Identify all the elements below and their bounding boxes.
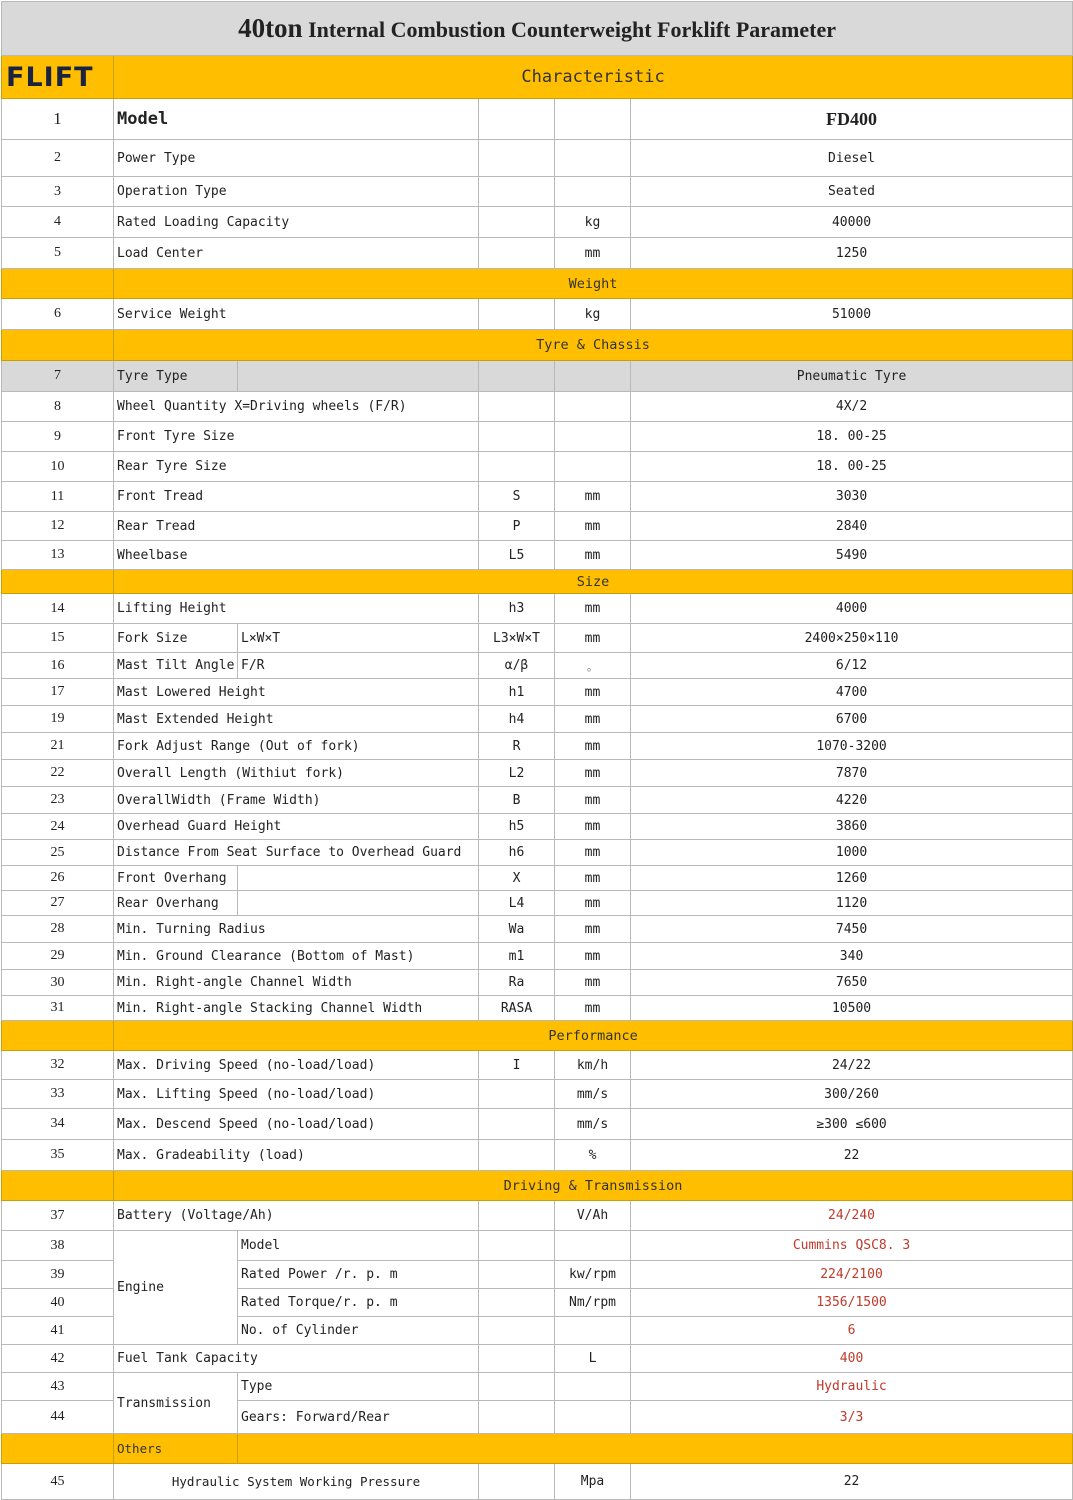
row-number: 38: [2, 1231, 114, 1261]
row-symbol: [479, 1289, 555, 1317]
row-label: Front Tyre Size: [114, 422, 479, 452]
row-value: 6: [631, 1317, 1073, 1345]
row-unit: mm: [555, 733, 631, 760]
row-number: 2: [2, 140, 114, 177]
row-value: 3030: [631, 482, 1073, 512]
row-number: 26: [2, 866, 114, 891]
row-label: No. of Cylinder: [238, 1317, 479, 1345]
row-number: 19: [2, 706, 114, 733]
row-symbol: [479, 1317, 555, 1345]
table-row: [2, 1231, 1073, 1261]
row-unit: mm: [555, 624, 631, 653]
table-row: [2, 299, 1073, 330]
section-characteristic: Characteristic: [114, 56, 1073, 99]
row-number: 14: [2, 594, 114, 624]
row-unit: kg: [555, 299, 631, 330]
row-symbol: [479, 361, 555, 392]
row-unit: mm: [555, 679, 631, 706]
table-row: [2, 207, 1073, 238]
row-unit: km/h: [555, 1051, 631, 1080]
row-unit: %: [555, 1140, 631, 1171]
row-symbol: [479, 99, 555, 140]
row-value: 340: [631, 943, 1073, 970]
table-row: [2, 679, 1073, 706]
row-symbol: α/β: [479, 653, 555, 679]
row-value: 24/240: [631, 1201, 1073, 1231]
row-unit: [555, 140, 631, 177]
row-sub: L×W×T: [238, 624, 479, 653]
row-sub: [238, 361, 479, 392]
row-unit: 。: [555, 653, 631, 679]
row-label: Fork Adjust Range (Out of fork): [114, 733, 479, 760]
row-number: 37: [2, 1201, 114, 1231]
group-transmission: Transmission: [114, 1373, 238, 1434]
section-row: [2, 330, 1073, 361]
row-symbol: [479, 238, 555, 269]
table-row: [2, 624, 1073, 653]
row-number: 34: [2, 1109, 114, 1140]
row-symbol: [479, 1201, 555, 1231]
table-row: [2, 1080, 1073, 1109]
row-symbol: R: [479, 733, 555, 760]
table-row: [2, 996, 1073, 1021]
row-number: 17: [2, 679, 114, 706]
group-engine: Engine: [114, 1231, 238, 1345]
table-row: [2, 594, 1073, 624]
row-label: Max. Lifting Speed (no-load/load): [114, 1080, 479, 1109]
row-value: 4000: [631, 594, 1073, 624]
row-symbol: h4: [479, 706, 555, 733]
row-value: 400: [631, 1345, 1073, 1373]
row-label: Load Center: [114, 238, 479, 269]
table-row: [2, 1345, 1073, 1373]
row-number: 4: [2, 207, 114, 238]
row-unit: mm: [555, 866, 631, 891]
row-symbol: h1: [479, 679, 555, 706]
table-row: [2, 787, 1073, 814]
section-driving: Driving & Transmission: [114, 1171, 1073, 1201]
row-value: 18. 00-25: [631, 422, 1073, 452]
row-unit: [555, 177, 631, 207]
row-unit: mm: [555, 594, 631, 624]
table-row: [2, 760, 1073, 787]
row-sub: F/R: [238, 653, 479, 679]
table-row: [2, 177, 1073, 207]
row-symbol: m1: [479, 943, 555, 970]
row-value: 1070-3200: [631, 733, 1073, 760]
row-symbol: L4: [479, 891, 555, 916]
row-value: 22: [631, 1464, 1073, 1500]
row-value: 1250: [631, 238, 1073, 269]
row-label: Mast Lowered Height: [114, 679, 479, 706]
row-number: 28: [2, 916, 114, 943]
section-blank: [2, 1021, 114, 1051]
table-row: [2, 512, 1073, 541]
row-label: Lifting Height: [114, 594, 479, 624]
row-value: 7650: [631, 970, 1073, 996]
table-row: [2, 814, 1073, 840]
row-unit: [555, 1317, 631, 1345]
parameter-table: [1, 1, 1073, 1500]
row-value: ≥300 ≤600: [631, 1109, 1073, 1140]
row-number: 40: [2, 1289, 114, 1317]
row-value: 2840: [631, 512, 1073, 541]
row-label: Hydraulic System Working Pressure: [114, 1464, 479, 1500]
row-label: Overall Length (Withiut fork): [114, 760, 479, 787]
row-value: 1356/1500: [631, 1289, 1073, 1317]
row-symbol: L2: [479, 760, 555, 787]
row-label: Mast Tilt Angle: [114, 653, 238, 679]
row-symbol: [479, 299, 555, 330]
row-value: Diesel: [631, 140, 1073, 177]
row-label: OverallWidth (Frame Width): [114, 787, 479, 814]
row-label: Rated Power /r. p. m: [238, 1261, 479, 1289]
table-row: [2, 1140, 1073, 1171]
row-label: Model: [114, 99, 479, 140]
row-value: Hydraulic: [631, 1373, 1073, 1401]
row-value: Seated: [631, 177, 1073, 207]
row-number: 6: [2, 299, 114, 330]
row-number: 25: [2, 840, 114, 866]
row-symbol: [479, 1140, 555, 1171]
table-row: [2, 99, 1073, 140]
row-number: 16: [2, 653, 114, 679]
row-label: Power Type: [114, 140, 479, 177]
row-unit: [555, 99, 631, 140]
row-unit: mm: [555, 840, 631, 866]
table-row: [2, 422, 1073, 452]
row-label: Front Tread: [114, 482, 479, 512]
row-label: Tyre Type: [114, 361, 238, 392]
table-row: [2, 541, 1073, 570]
row-number: 44: [2, 1401, 114, 1434]
row-unit: [555, 1401, 631, 1434]
row-unit: kw/rpm: [555, 1261, 631, 1289]
row-number: 3: [2, 177, 114, 207]
row-unit: V/Ah: [555, 1201, 631, 1231]
row-label: Model: [238, 1231, 479, 1261]
row-symbol: Wa: [479, 916, 555, 943]
row-value: Cummins QSC8. 3: [631, 1231, 1073, 1261]
row-number: 1: [2, 99, 114, 140]
row-label: Min. Right-angle Stacking Channel Width: [114, 996, 479, 1021]
table-row: [2, 916, 1073, 943]
row-symbol: B: [479, 787, 555, 814]
section-tyre-chassis: Tyre & Chassis: [114, 330, 1073, 361]
row-label: Fork Size: [114, 624, 238, 653]
row-symbol: [479, 207, 555, 238]
row-unit: mm: [555, 943, 631, 970]
row-label: Mast Extended Height: [114, 706, 479, 733]
row-symbol: L5: [479, 541, 555, 570]
row-symbol: [479, 452, 555, 482]
section-others: Others: [114, 1434, 238, 1464]
row-symbol: [479, 422, 555, 452]
section-weight: Weight: [114, 269, 1073, 299]
row-unit: mm/s: [555, 1080, 631, 1109]
row-value: 224/2100: [631, 1261, 1073, 1289]
table-row: [2, 1373, 1073, 1401]
row-unit: mm: [555, 706, 631, 733]
row-symbol: Ra: [479, 970, 555, 996]
row-unit: mm: [555, 760, 631, 787]
row-unit: [555, 452, 631, 482]
row-unit: mm: [555, 916, 631, 943]
table-row: [2, 1109, 1073, 1140]
row-number: 45: [2, 1464, 114, 1500]
page-title: [2, 2, 1073, 56]
table-row: [2, 452, 1073, 482]
section-blank: [2, 269, 114, 299]
section-blank: [238, 1434, 1073, 1464]
title-prefix: 40ton: [238, 13, 303, 43]
row-symbol: X: [479, 866, 555, 891]
row-unit: kg: [555, 207, 631, 238]
row-unit: mm: [555, 814, 631, 840]
row-number: 27: [2, 891, 114, 916]
row-symbol: [479, 1261, 555, 1289]
section-blank: [2, 1171, 114, 1201]
table-row: [2, 1051, 1073, 1080]
row-unit: Nm/rpm: [555, 1289, 631, 1317]
row-label: Wheel Quantity X=Driving wheels (F/R): [114, 392, 479, 422]
row-number: 22: [2, 760, 114, 787]
row-number: 15: [2, 624, 114, 653]
section-blank: [2, 570, 114, 594]
row-label: Rated Loading Capacity: [114, 207, 479, 238]
row-label: Max. Descend Speed (no-load/load): [114, 1109, 479, 1140]
row-symbol: I: [479, 1051, 555, 1080]
row-label: Rear Tyre Size: [114, 452, 479, 482]
table-row: [2, 840, 1073, 866]
row-label: Wheelbase: [114, 541, 479, 570]
brand-logo: [2, 56, 114, 99]
title-text: Internal Combustion Counterweight Forklift Parameter: [308, 17, 837, 42]
row-unit: L: [555, 1345, 631, 1373]
row-label: Operation Type: [114, 177, 479, 207]
row-value: 40000: [631, 207, 1073, 238]
row-number: 9: [2, 422, 114, 452]
table-row: [2, 1464, 1073, 1500]
row-value: 7870: [631, 760, 1073, 787]
row-value: 6700: [631, 706, 1073, 733]
row-label: Max. Gradeability (load): [114, 1140, 479, 1171]
row-number: 30: [2, 970, 114, 996]
row-value: 300/260: [631, 1080, 1073, 1109]
row-value: 4700: [631, 679, 1073, 706]
row-value: 5490: [631, 541, 1073, 570]
row-symbol: [479, 1464, 555, 1500]
table-row: [2, 706, 1073, 733]
table-row: [2, 361, 1073, 392]
row-number: 33: [2, 1080, 114, 1109]
row-value: 24/22: [631, 1051, 1073, 1080]
row-label: Gears: Forward/Rear: [238, 1401, 479, 1434]
table-row: [2, 1201, 1073, 1231]
row-symbol: S: [479, 482, 555, 512]
row-symbol: P: [479, 512, 555, 541]
row-symbol: h3: [479, 594, 555, 624]
row-unit: mm: [555, 787, 631, 814]
row-number: 35: [2, 1140, 114, 1171]
row-number: 41: [2, 1317, 114, 1345]
row-symbol: RASA: [479, 996, 555, 1021]
row-value: 22: [631, 1140, 1073, 1171]
brand-name: FLIFT: [6, 61, 94, 93]
row-label: Distance From Seat Surface to Overhead Guard: [114, 840, 479, 866]
row-number: 31: [2, 996, 114, 1021]
row-unit: mm/s: [555, 1109, 631, 1140]
row-symbol: [479, 177, 555, 207]
row-unit: mm: [555, 891, 631, 916]
row-value: 1120: [631, 891, 1073, 916]
row-symbol: L3×W×T: [479, 624, 555, 653]
row-label: Front Overhang: [114, 866, 238, 891]
section-performance: Performance: [114, 1021, 1073, 1051]
row-number: 21: [2, 733, 114, 760]
row-number: 5: [2, 238, 114, 269]
table-row: [2, 482, 1073, 512]
row-symbol: h5: [479, 814, 555, 840]
section-row: [2, 1171, 1073, 1201]
row-value: 18. 00-25: [631, 452, 1073, 482]
row-number: 7: [2, 361, 114, 392]
row-number: 11: [2, 482, 114, 512]
row-label: Service Weight: [114, 299, 479, 330]
row-unit: mm: [555, 541, 631, 570]
row-value: 3/3: [631, 1401, 1073, 1434]
row-label: Min. Right-angle Channel Width: [114, 970, 479, 996]
row-unit: [555, 422, 631, 452]
section-blank: [2, 330, 114, 361]
row-label: Max. Driving Speed (no-load/load): [114, 1051, 479, 1080]
row-symbol: [479, 1231, 555, 1261]
row-symbol: [479, 1373, 555, 1401]
row-label: Rear Tread: [114, 512, 479, 541]
row-value: 10500: [631, 996, 1073, 1021]
row-label: Rated Torque/r. p. m: [238, 1289, 479, 1317]
row-unit: mm: [555, 238, 631, 269]
row-number: 24: [2, 814, 114, 840]
row-unit: [555, 392, 631, 422]
row-number: 8: [2, 392, 114, 422]
table-row: [2, 866, 1073, 891]
table-row: [2, 238, 1073, 269]
table-row: [2, 733, 1073, 760]
row-symbol: h6: [479, 840, 555, 866]
row-value: 3860: [631, 814, 1073, 840]
row-value: Pneumatic Tyre: [631, 361, 1073, 392]
row-label: Min. Ground Clearance (Bottom of Mast): [114, 943, 479, 970]
spec-sheet: [1, 1, 1072, 1500]
row-symbol: [479, 1401, 555, 1434]
row-value: 1000: [631, 840, 1073, 866]
table-row: [2, 653, 1073, 679]
row-symbol: [479, 1080, 555, 1109]
row-symbol: [479, 140, 555, 177]
row-number: 43: [2, 1373, 114, 1401]
table-row: [2, 970, 1073, 996]
row-value: 4220: [631, 787, 1073, 814]
section-size: Size: [114, 570, 1073, 594]
row-label: Rear Overhang: [114, 891, 238, 916]
row-value: 1260: [631, 866, 1073, 891]
row-number: 23: [2, 787, 114, 814]
row-value: FD400: [631, 99, 1073, 140]
row-number: 39: [2, 1261, 114, 1289]
row-label: Fuel Tank Capacity: [114, 1345, 479, 1373]
row-number: 13: [2, 541, 114, 570]
row-label: Battery (Voltage/Ah): [114, 1201, 479, 1231]
row-label: Type: [238, 1373, 479, 1401]
row-unit: mm: [555, 512, 631, 541]
row-value: 4X/2: [631, 392, 1073, 422]
row-value: 2400×250×110: [631, 624, 1073, 653]
section-row: [2, 1434, 1073, 1464]
section-blank: [2, 1434, 114, 1464]
row-number: 10: [2, 452, 114, 482]
table-row: [2, 140, 1073, 177]
row-number: 12: [2, 512, 114, 541]
table-row: [2, 392, 1073, 422]
table-row: [2, 891, 1073, 916]
row-value: 6/12: [631, 653, 1073, 679]
row-number: 42: [2, 1345, 114, 1373]
row-label: Min. Turning Radius: [114, 916, 479, 943]
row-unit: mm: [555, 996, 631, 1021]
row-unit: [555, 361, 631, 392]
section-row: [2, 570, 1073, 594]
row-sub: [238, 891, 479, 916]
row-symbol: [479, 392, 555, 422]
row-value: 51000: [631, 299, 1073, 330]
row-symbol: [479, 1345, 555, 1373]
row-number: 29: [2, 943, 114, 970]
table-row: [2, 943, 1073, 970]
row-value: 7450: [631, 916, 1073, 943]
row-unit: [555, 1373, 631, 1401]
row-number: 32: [2, 1051, 114, 1080]
row-sub: [238, 866, 479, 891]
row-symbol: [479, 1109, 555, 1140]
row-unit: [555, 1231, 631, 1261]
row-unit: Mpa: [555, 1464, 631, 1500]
section-row: [2, 269, 1073, 299]
row-unit: mm: [555, 482, 631, 512]
row-label: Overhead Guard Height: [114, 814, 479, 840]
row-unit: mm: [555, 970, 631, 996]
section-row: [2, 1021, 1073, 1051]
